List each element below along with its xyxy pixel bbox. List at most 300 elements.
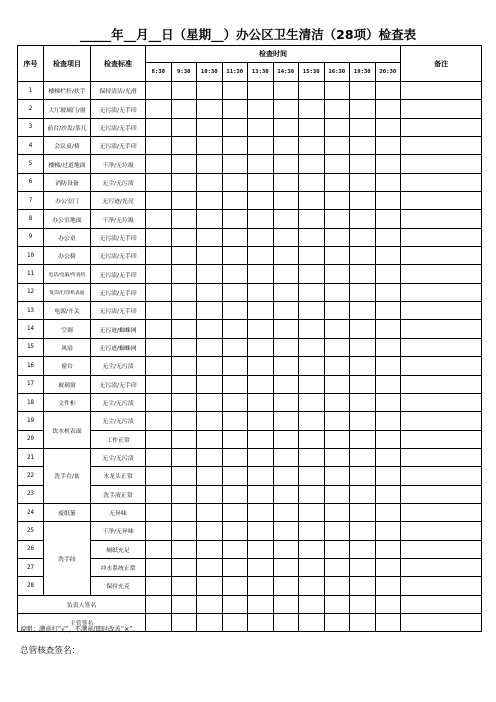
check-cell[interactable] (324, 210, 350, 228)
check-cell[interactable] (273, 192, 299, 210)
check-cell[interactable] (375, 137, 401, 155)
check-cell[interactable] (299, 137, 325, 155)
check-cell[interactable] (324, 173, 350, 191)
check-cell[interactable] (375, 558, 401, 576)
check-cell[interactable] (375, 338, 401, 356)
check-cell[interactable] (197, 412, 223, 430)
check-cell[interactable] (197, 173, 223, 191)
remark-cell[interactable] (401, 192, 482, 210)
check-cell[interactable] (273, 577, 299, 595)
check-cell[interactable] (248, 430, 274, 448)
check-cell[interactable] (273, 375, 299, 393)
check-cell[interactable] (248, 118, 274, 136)
check-cell[interactable] (324, 558, 350, 576)
check-cell[interactable] (299, 558, 325, 576)
signature-cell[interactable] (171, 595, 197, 613)
check-cell[interactable] (248, 137, 274, 155)
remark-cell[interactable] (401, 448, 482, 466)
remark-cell[interactable] (401, 412, 482, 430)
remark-cell[interactable] (401, 357, 482, 375)
check-cell[interactable] (146, 210, 172, 228)
check-cell[interactable] (350, 137, 376, 155)
check-cell[interactable] (197, 467, 223, 485)
check-cell[interactable] (197, 155, 223, 173)
check-cell[interactable] (248, 558, 274, 576)
check-cell[interactable] (197, 82, 223, 100)
check-cell[interactable] (171, 412, 197, 430)
check-cell[interactable] (171, 302, 197, 320)
check-cell[interactable] (171, 137, 197, 155)
signature-cell[interactable] (273, 595, 299, 613)
check-cell[interactable] (146, 357, 172, 375)
check-cell[interactable] (146, 430, 172, 448)
check-cell[interactable] (324, 430, 350, 448)
check-cell[interactable] (248, 100, 274, 118)
remark-cell[interactable] (401, 338, 482, 356)
check-cell[interactable] (171, 540, 197, 558)
check-cell[interactable] (375, 173, 401, 191)
check-cell[interactable] (273, 485, 299, 503)
check-cell[interactable] (197, 485, 223, 503)
check-cell[interactable] (248, 375, 274, 393)
check-cell[interactable] (273, 558, 299, 576)
check-cell[interactable] (146, 540, 172, 558)
check-cell[interactable] (375, 283, 401, 301)
check-cell[interactable] (324, 320, 350, 338)
check-cell[interactable] (324, 448, 350, 466)
check-cell[interactable] (350, 283, 376, 301)
check-cell[interactable] (146, 412, 172, 430)
check-cell[interactable] (248, 247, 274, 265)
check-cell[interactable] (171, 118, 197, 136)
check-cell[interactable] (375, 100, 401, 118)
check-cell[interactable] (146, 155, 172, 173)
check-cell[interactable] (146, 192, 172, 210)
check-cell[interactable] (299, 375, 325, 393)
remark-cell[interactable] (401, 228, 482, 246)
check-cell[interactable] (324, 522, 350, 540)
check-cell[interactable] (299, 448, 325, 466)
check-cell[interactable] (171, 228, 197, 246)
signature-cell[interactable] (299, 595, 325, 613)
check-cell[interactable] (171, 155, 197, 173)
check-cell[interactable] (248, 265, 274, 283)
check-cell[interactable] (350, 228, 376, 246)
check-cell[interactable] (299, 100, 325, 118)
check-cell[interactable] (350, 192, 376, 210)
check-cell[interactable] (248, 485, 274, 503)
check-cell[interactable] (197, 558, 223, 576)
check-cell[interactable] (299, 118, 325, 136)
check-cell[interactable] (171, 375, 197, 393)
check-cell[interactable] (273, 357, 299, 375)
check-cell[interactable] (299, 192, 325, 210)
check-cell[interactable] (273, 522, 299, 540)
remark-cell[interactable] (401, 503, 482, 521)
signature-cell[interactable] (324, 613, 350, 631)
check-cell[interactable] (324, 485, 350, 503)
check-cell[interactable] (299, 247, 325, 265)
remark-cell[interactable] (401, 302, 482, 320)
check-cell[interactable] (324, 503, 350, 521)
signature-cell[interactable] (171, 613, 197, 631)
check-cell[interactable] (222, 320, 248, 338)
check-cell[interactable] (375, 375, 401, 393)
check-cell[interactable] (350, 558, 376, 576)
signature-cell[interactable] (375, 595, 401, 613)
check-cell[interactable] (248, 577, 274, 595)
check-cell[interactable] (273, 228, 299, 246)
signature-cell[interactable] (146, 613, 172, 631)
check-cell[interactable] (375, 503, 401, 521)
check-cell[interactable] (324, 540, 350, 558)
check-cell[interactable] (197, 320, 223, 338)
check-cell[interactable] (248, 210, 274, 228)
check-cell[interactable] (248, 540, 274, 558)
check-cell[interactable] (197, 302, 223, 320)
remark-cell[interactable] (401, 393, 482, 411)
check-cell[interactable] (171, 522, 197, 540)
check-cell[interactable] (273, 82, 299, 100)
check-cell[interactable] (375, 448, 401, 466)
check-cell[interactable] (324, 247, 350, 265)
check-cell[interactable] (222, 247, 248, 265)
remark-cell[interactable] (401, 577, 482, 595)
check-cell[interactable] (146, 338, 172, 356)
check-cell[interactable] (299, 577, 325, 595)
remark-cell[interactable] (401, 558, 482, 576)
check-cell[interactable] (248, 228, 274, 246)
check-cell[interactable] (299, 173, 325, 191)
check-cell[interactable] (171, 320, 197, 338)
check-cell[interactable] (273, 302, 299, 320)
check-cell[interactable] (146, 283, 172, 301)
check-cell[interactable] (222, 430, 248, 448)
check-cell[interactable] (222, 558, 248, 576)
check-cell[interactable] (222, 82, 248, 100)
check-cell[interactable] (273, 283, 299, 301)
check-cell[interactable] (299, 357, 325, 375)
check-cell[interactable] (146, 577, 172, 595)
check-cell[interactable] (324, 338, 350, 356)
check-cell[interactable] (375, 82, 401, 100)
check-cell[interactable] (299, 320, 325, 338)
check-cell[interactable] (375, 320, 401, 338)
check-cell[interactable] (350, 247, 376, 265)
check-cell[interactable] (273, 210, 299, 228)
check-cell[interactable] (197, 430, 223, 448)
signature-cell[interactable] (401, 613, 482, 631)
check-cell[interactable] (324, 155, 350, 173)
check-cell[interactable] (299, 503, 325, 521)
check-cell[interactable] (273, 540, 299, 558)
check-cell[interactable] (273, 118, 299, 136)
check-cell[interactable] (171, 82, 197, 100)
check-cell[interactable] (375, 192, 401, 210)
check-cell[interactable] (324, 228, 350, 246)
check-cell[interactable] (375, 393, 401, 411)
remark-cell[interactable] (401, 247, 482, 265)
check-cell[interactable] (171, 448, 197, 466)
remark-cell[interactable] (401, 283, 482, 301)
check-cell[interactable] (146, 448, 172, 466)
check-cell[interactable] (375, 118, 401, 136)
check-cell[interactable] (171, 338, 197, 356)
check-cell[interactable] (248, 173, 274, 191)
check-cell[interactable] (171, 503, 197, 521)
check-cell[interactable] (146, 118, 172, 136)
check-cell[interactable] (350, 155, 376, 173)
check-cell[interactable] (248, 82, 274, 100)
check-cell[interactable] (350, 320, 376, 338)
remark-cell[interactable] (401, 100, 482, 118)
remark-cell[interactable] (401, 522, 482, 540)
remark-cell[interactable] (401, 467, 482, 485)
check-cell[interactable] (197, 448, 223, 466)
check-cell[interactable] (324, 393, 350, 411)
check-cell[interactable] (146, 467, 172, 485)
check-cell[interactable] (273, 247, 299, 265)
check-cell[interactable] (171, 265, 197, 283)
check-cell[interactable] (350, 118, 376, 136)
check-cell[interactable] (146, 485, 172, 503)
check-cell[interactable] (299, 540, 325, 558)
check-cell[interactable] (222, 393, 248, 411)
check-cell[interactable] (375, 247, 401, 265)
signature-cell[interactable] (401, 595, 482, 613)
check-cell[interactable] (375, 430, 401, 448)
check-cell[interactable] (273, 503, 299, 521)
remark-cell[interactable] (401, 210, 482, 228)
check-cell[interactable] (222, 192, 248, 210)
check-cell[interactable] (273, 430, 299, 448)
check-cell[interactable] (299, 485, 325, 503)
signature-cell[interactable] (222, 595, 248, 613)
check-cell[interactable] (299, 210, 325, 228)
check-cell[interactable] (197, 577, 223, 595)
remark-cell[interactable] (401, 485, 482, 503)
signature-cell[interactable] (299, 613, 325, 631)
check-cell[interactable] (222, 467, 248, 485)
check-cell[interactable] (273, 320, 299, 338)
check-cell[interactable] (273, 338, 299, 356)
check-cell[interactable] (299, 430, 325, 448)
check-cell[interactable] (324, 302, 350, 320)
check-cell[interactable] (324, 100, 350, 118)
check-cell[interactable] (222, 412, 248, 430)
check-cell[interactable] (273, 467, 299, 485)
check-cell[interactable] (146, 393, 172, 411)
check-cell[interactable] (299, 393, 325, 411)
signature-cell[interactable] (248, 613, 274, 631)
check-cell[interactable] (248, 522, 274, 540)
check-cell[interactable] (273, 265, 299, 283)
check-cell[interactable] (197, 283, 223, 301)
check-cell[interactable] (299, 338, 325, 356)
check-cell[interactable] (171, 192, 197, 210)
check-cell[interactable] (197, 192, 223, 210)
check-cell[interactable] (146, 558, 172, 576)
check-cell[interactable] (324, 137, 350, 155)
check-cell[interactable] (350, 430, 376, 448)
check-cell[interactable] (248, 412, 274, 430)
check-cell[interactable] (222, 448, 248, 466)
remark-cell[interactable] (401, 320, 482, 338)
check-cell[interactable] (350, 82, 376, 100)
check-cell[interactable] (375, 265, 401, 283)
check-cell[interactable] (197, 375, 223, 393)
signature-cell[interactable] (248, 595, 274, 613)
check-cell[interactable] (171, 393, 197, 411)
check-cell[interactable] (273, 173, 299, 191)
check-cell[interactable] (222, 485, 248, 503)
check-cell[interactable] (171, 210, 197, 228)
check-cell[interactable] (146, 320, 172, 338)
check-cell[interactable] (197, 522, 223, 540)
check-cell[interactable] (171, 283, 197, 301)
check-cell[interactable] (299, 283, 325, 301)
check-cell[interactable] (146, 100, 172, 118)
check-cell[interactable] (171, 100, 197, 118)
check-cell[interactable] (350, 338, 376, 356)
check-cell[interactable] (222, 137, 248, 155)
check-cell[interactable] (324, 118, 350, 136)
check-cell[interactable] (171, 247, 197, 265)
check-cell[interactable] (222, 338, 248, 356)
check-cell[interactable] (222, 375, 248, 393)
check-cell[interactable] (375, 210, 401, 228)
check-cell[interactable] (375, 412, 401, 430)
check-cell[interactable] (350, 375, 376, 393)
check-cell[interactable] (197, 137, 223, 155)
check-cell[interactable] (222, 118, 248, 136)
signature-cell[interactable] (350, 595, 376, 613)
check-cell[interactable] (248, 302, 274, 320)
signature-cell[interactable] (350, 613, 376, 631)
check-cell[interactable] (248, 503, 274, 521)
remark-cell[interactable] (401, 155, 482, 173)
check-cell[interactable] (146, 503, 172, 521)
check-cell[interactable] (273, 137, 299, 155)
check-cell[interactable] (146, 173, 172, 191)
check-cell[interactable] (171, 558, 197, 576)
check-cell[interactable] (299, 155, 325, 173)
check-cell[interactable] (350, 100, 376, 118)
check-cell[interactable] (350, 522, 376, 540)
check-cell[interactable] (146, 228, 172, 246)
check-cell[interactable] (222, 357, 248, 375)
check-cell[interactable] (171, 173, 197, 191)
check-cell[interactable] (197, 338, 223, 356)
check-cell[interactable] (273, 100, 299, 118)
check-cell[interactable] (171, 485, 197, 503)
remark-cell[interactable] (401, 118, 482, 136)
check-cell[interactable] (350, 393, 376, 411)
check-cell[interactable] (222, 265, 248, 283)
check-cell[interactable] (197, 357, 223, 375)
check-cell[interactable] (171, 467, 197, 485)
check-cell[interactable] (299, 265, 325, 283)
check-cell[interactable] (222, 503, 248, 521)
check-cell[interactable] (350, 448, 376, 466)
check-cell[interactable] (197, 210, 223, 228)
check-cell[interactable] (299, 467, 325, 485)
check-cell[interactable] (146, 302, 172, 320)
check-cell[interactable] (222, 210, 248, 228)
check-cell[interactable] (324, 192, 350, 210)
check-cell[interactable] (222, 540, 248, 558)
check-cell[interactable] (350, 210, 376, 228)
check-cell[interactable] (248, 467, 274, 485)
check-cell[interactable] (248, 357, 274, 375)
check-cell[interactable] (375, 155, 401, 173)
check-cell[interactable] (273, 155, 299, 173)
signature-cell[interactable] (197, 613, 223, 631)
check-cell[interactable] (248, 393, 274, 411)
check-cell[interactable] (299, 82, 325, 100)
check-cell[interactable] (350, 577, 376, 595)
check-cell[interactable] (375, 485, 401, 503)
check-cell[interactable] (350, 357, 376, 375)
check-cell[interactable] (350, 302, 376, 320)
check-cell[interactable] (375, 577, 401, 595)
remark-cell[interactable] (401, 137, 482, 155)
check-cell[interactable] (350, 412, 376, 430)
check-cell[interactable] (375, 302, 401, 320)
check-cell[interactable] (375, 522, 401, 540)
check-cell[interactable] (324, 265, 350, 283)
check-cell[interactable] (146, 82, 172, 100)
remark-cell[interactable] (401, 265, 482, 283)
check-cell[interactable] (222, 302, 248, 320)
check-cell[interactable] (324, 577, 350, 595)
check-cell[interactable] (350, 485, 376, 503)
check-cell[interactable] (350, 503, 376, 521)
check-cell[interactable] (248, 155, 274, 173)
check-cell[interactable] (197, 540, 223, 558)
check-cell[interactable] (222, 228, 248, 246)
check-cell[interactable] (171, 577, 197, 595)
check-cell[interactable] (273, 393, 299, 411)
signature-cell[interactable] (222, 613, 248, 631)
check-cell[interactable] (324, 357, 350, 375)
remark-cell[interactable] (401, 82, 482, 100)
check-cell[interactable] (197, 100, 223, 118)
check-cell[interactable] (299, 228, 325, 246)
check-cell[interactable] (197, 265, 223, 283)
check-cell[interactable] (222, 155, 248, 173)
remark-cell[interactable] (401, 375, 482, 393)
check-cell[interactable] (324, 82, 350, 100)
check-cell[interactable] (197, 118, 223, 136)
check-cell[interactable] (375, 540, 401, 558)
signature-cell[interactable] (197, 595, 223, 613)
check-cell[interactable] (248, 320, 274, 338)
check-cell[interactable] (324, 412, 350, 430)
remark-cell[interactable] (401, 430, 482, 448)
check-cell[interactable] (146, 375, 172, 393)
check-cell[interactable] (248, 448, 274, 466)
check-cell[interactable] (171, 357, 197, 375)
remark-cell[interactable] (401, 540, 482, 558)
check-cell[interactable] (197, 393, 223, 411)
check-cell[interactable] (273, 448, 299, 466)
check-cell[interactable] (324, 375, 350, 393)
check-cell[interactable] (299, 412, 325, 430)
check-cell[interactable] (197, 247, 223, 265)
check-cell[interactable] (146, 247, 172, 265)
check-cell[interactable] (222, 173, 248, 191)
